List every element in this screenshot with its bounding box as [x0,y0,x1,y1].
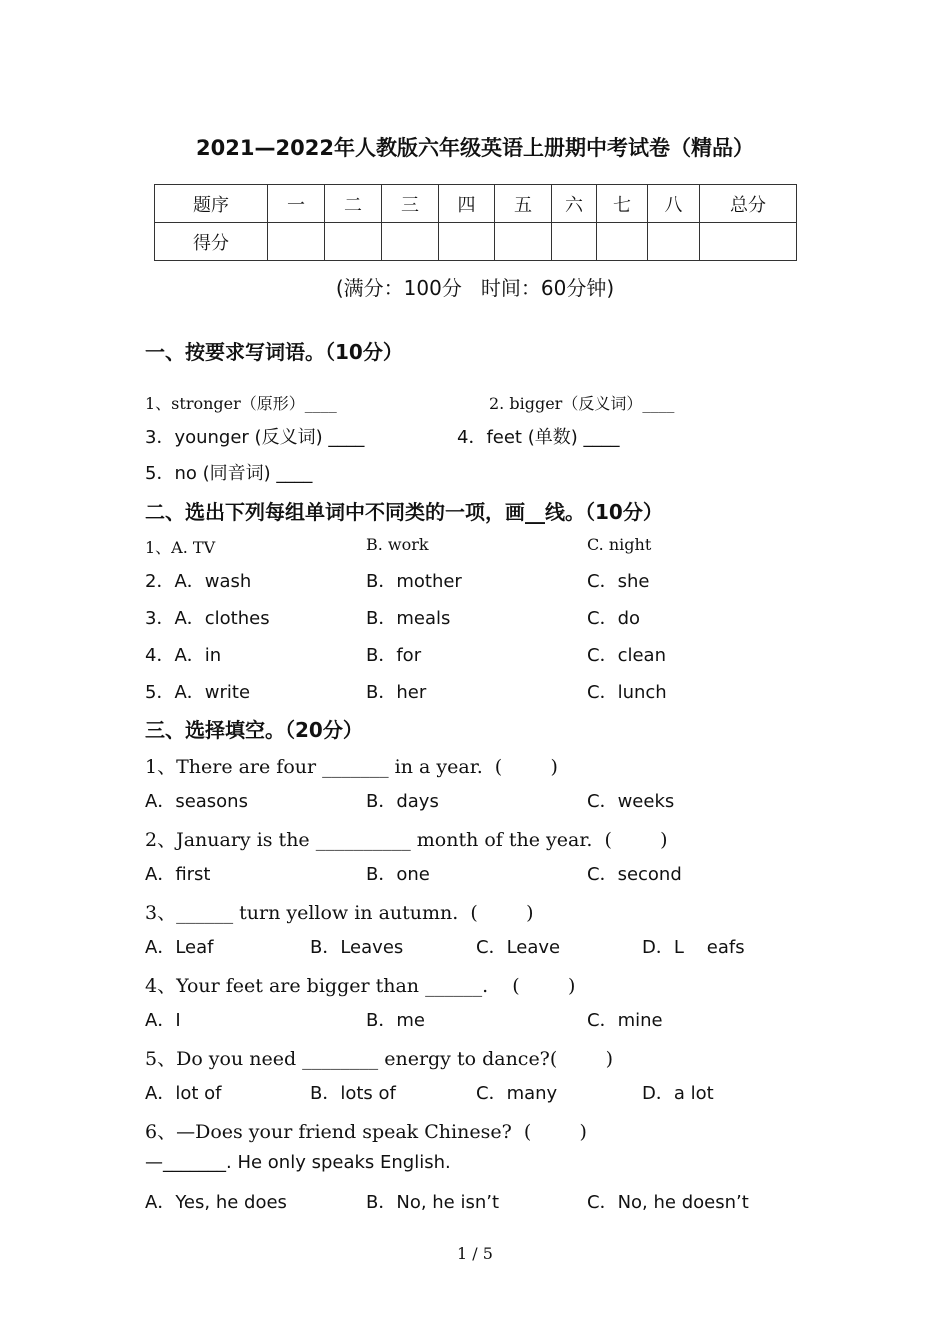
option-a: A．seasons [145,791,248,812]
score-cell[interactable] [648,223,700,261]
option-a: A．Leaf [145,937,214,958]
score-cell[interactable] [597,223,648,261]
table-header-cell: 三 [382,185,439,223]
section1-question: 3．younger (反义词) ____ [145,427,365,448]
option-b: B．lots of [310,1083,396,1104]
option-b: B．her [366,682,427,703]
table-header-cell: 八 [648,185,700,223]
option-a: A．lot of [145,1083,222,1104]
table-header-cell: 六 [552,185,597,223]
option-a: A．first [145,864,211,885]
score-cell[interactable] [268,223,325,261]
table-header-cell: 总分 [700,185,797,223]
table-header-cell: 一 [268,185,325,223]
option-b: B．one [366,864,430,885]
score-row-label: 得分 [155,223,268,261]
option-c: C．do [587,608,641,629]
option-b: B. work [366,535,429,554]
score-cell[interactable] [495,223,552,261]
question-stem: 3、______ turn yellow in autumn. ( ) [145,902,534,924]
option-a: 4．A．in [145,645,222,666]
score-table-score-row [155,223,797,261]
question-stem-line2: —_______. He only speaks English. [145,1152,451,1173]
option-c: C．lunch [587,682,667,703]
option-d: D．a lot [642,1083,714,1104]
section1-question: 1、stronger（原形）____ [145,394,337,413]
table-header-cell: 二 [325,185,382,223]
section3-heading: 三、选择填空。（20分） [145,718,363,742]
table-header-cell: 四 [439,185,495,223]
section1-question: 5．no (同音词) ____ [145,463,313,484]
table-header-cell: 题序 [155,185,268,223]
page-title: 2021—2022年人教版六年级英语上册期中考试卷（精品） [196,136,754,160]
question-stem: 1、There are four _______ in a year. ( ) [145,756,558,778]
option-c: C．No, he doesn’t [587,1192,749,1213]
option-a: A．I [145,1010,181,1031]
option-a: 5．A．write [145,682,251,703]
option-a: A．Yes, he does [145,1192,287,1213]
option-b: B．No, he isn’t [366,1192,500,1213]
option-c: C．mine [587,1010,663,1031]
option-c: C．Leave [476,937,561,958]
option-b: B．for [366,645,422,666]
score-cell[interactable] [700,223,797,261]
option-b: B．days [366,791,439,812]
section1-question: 2. bigger（反义词）____ [489,394,675,413]
table-header-cell: 七 [597,185,648,223]
question-stem: 2、January is the __________ month of the year. ( ) [145,829,668,851]
option-c: C. night [587,535,652,554]
score-table-header-row [155,185,797,223]
question-stem: 5、Do you need ________ energy to dance?( ) [145,1048,614,1070]
page-number: 1 / 5 [457,1244,493,1263]
option-b: B．meals [366,608,451,629]
score-table [154,184,797,261]
option-c: C．many [476,1083,558,1104]
option-c: C．she [587,571,650,592]
exam-info: (满分：100分 时间：60分钟) [335,276,615,300]
option-c: C．clean [587,645,666,666]
option-a: 3．A．clothes [145,608,270,629]
question-stem: 6、—Does your friend speak Chinese? ( ) [145,1121,587,1143]
option-d: D．L eafs [642,937,745,958]
option-c: C．weeks [587,791,675,812]
score-cell[interactable] [325,223,382,261]
section1-question: 4．feet (单数) ____ [457,427,620,448]
option-c: C．second [587,864,682,885]
table-header-cell: 五 [495,185,552,223]
option-a: 2．A．wash [145,571,252,592]
option-a: 1、A. TV [145,538,216,557]
option-b: B．mother [366,571,462,592]
question-stem: 4、Your feet are bigger than ______. ( ) [145,975,576,997]
score-cell[interactable] [552,223,597,261]
score-cell[interactable] [439,223,495,261]
option-b: B．Leaves [310,937,404,958]
option-b: B．me [366,1010,425,1031]
section1-heading: 一、按要求写词语。（10分） [145,340,403,364]
score-cell[interactable] [382,223,439,261]
section2-heading: 二、选出下列每组单词中不同类的一项，画__线。（10分） [145,500,663,524]
